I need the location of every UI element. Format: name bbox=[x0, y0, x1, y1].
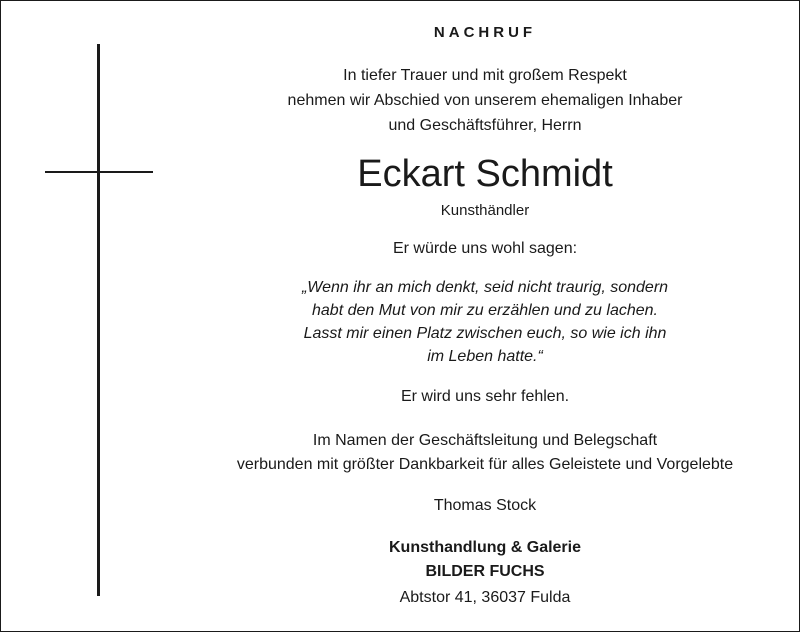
company-line: BILDER FUCHS bbox=[425, 563, 545, 580]
behalf-line: verbunden mit größter Dankbarkeit für alles Geleistete und Vorgelebte bbox=[236, 456, 734, 473]
company-address: Abtstor 41, 36037 Fulda bbox=[399, 589, 571, 606]
intro-line: und Geschäftsführer, Herrn bbox=[388, 117, 582, 134]
deceased-name: Eckart Schmidt bbox=[357, 153, 613, 195]
cross-horizontal-bar bbox=[45, 171, 153, 173]
company-line: Kunsthandlung & Galerie bbox=[388, 539, 581, 556]
intro-line: In tiefer Trauer und mit großem Respekt bbox=[343, 67, 627, 84]
notice-heading: NACHRUF bbox=[433, 24, 537, 41]
cross-vertical-bar bbox=[97, 44, 100, 596]
quote-line: habt den Mut von mir zu erzählen und zu lachen. bbox=[312, 302, 658, 319]
saying-intro: Er würde uns wohl sagen: bbox=[392, 240, 578, 257]
quote-block bbox=[180, 276, 790, 368]
behalf-line: Im Namen der Geschäftsleitung und Belegschaft bbox=[312, 432, 658, 449]
quote-line: „Wenn ihr an mich denkt, seid nicht traurig, sondern bbox=[301, 279, 669, 296]
intro-text bbox=[180, 63, 790, 138]
company-name bbox=[180, 536, 790, 584]
miss-text: Er wird uns sehr fehlen. bbox=[400, 388, 570, 405]
behalf-text bbox=[180, 429, 790, 477]
deceased-profession: Kunsthändler bbox=[440, 202, 530, 219]
quote-line: im Leben hatte.“ bbox=[427, 348, 543, 365]
quote-line: Lasst mir einen Platz zwischen euch, so wie ich ihn bbox=[303, 325, 667, 342]
signer-name: Thomas Stock bbox=[433, 497, 537, 514]
intro-line: nehmen wir Abschied von unserem ehemaligen Inhaber bbox=[287, 92, 683, 109]
